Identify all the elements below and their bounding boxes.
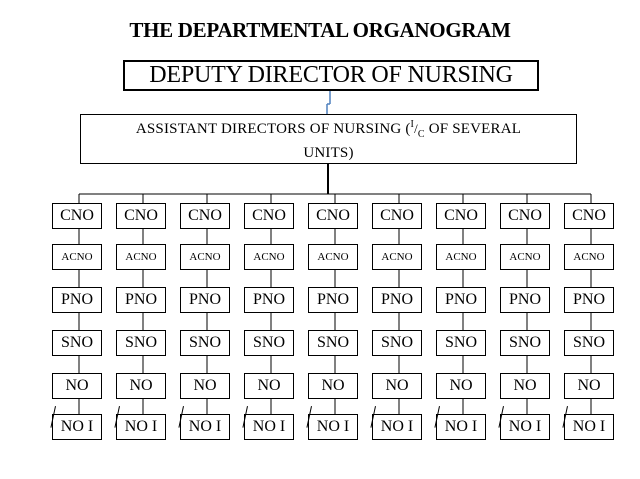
level-label: PNO xyxy=(380,291,413,308)
level-box-no-i xyxy=(308,414,358,440)
assistant-text-after: OF SEVERAL UNITS) xyxy=(303,121,522,161)
level-label: PNO xyxy=(188,291,221,308)
level-box-cno xyxy=(180,203,230,229)
level-label: NO I xyxy=(60,418,94,435)
level-box-sno xyxy=(436,330,486,356)
level-label: PNO xyxy=(508,291,541,308)
level-label: NO I xyxy=(124,418,158,435)
level-box-acno xyxy=(116,244,166,270)
level-box-sno xyxy=(52,330,102,356)
level-label: ACNO xyxy=(445,251,477,263)
level-label: PNO xyxy=(316,291,349,308)
level-label: CNO xyxy=(188,207,222,224)
level-box-sno xyxy=(244,330,294,356)
level-box-pno xyxy=(436,287,486,313)
level-box-no xyxy=(116,373,166,399)
level-label: SNO xyxy=(252,334,285,351)
level-label: SNO xyxy=(572,334,605,351)
level-label: NO I xyxy=(508,418,542,435)
level-label: NO I xyxy=(316,418,350,435)
level-label: PNO xyxy=(60,291,93,308)
level-box-pno xyxy=(308,287,358,313)
level-box-pno xyxy=(500,287,550,313)
level-label: CNO xyxy=(508,207,542,224)
level-label: ACNO xyxy=(253,251,285,263)
level-box-no-i xyxy=(564,414,614,440)
level-label: CNO xyxy=(380,207,414,224)
level-label: ACNO xyxy=(189,251,221,263)
level-label: NO xyxy=(257,377,281,394)
level-box-sno xyxy=(116,330,166,356)
level-box-sno xyxy=(308,330,358,356)
level-box-pno xyxy=(244,287,294,313)
level-box-no xyxy=(564,373,614,399)
assistant-slash: / xyxy=(414,121,418,136)
level-box-acno xyxy=(500,244,550,270)
level-box-no-i xyxy=(180,414,230,440)
level-box-pno xyxy=(52,287,102,313)
level-label: NO xyxy=(385,377,409,394)
level-label: SNO xyxy=(444,334,477,351)
level-box-cno xyxy=(372,203,422,229)
level-box-acno xyxy=(244,244,294,270)
level-box-cno xyxy=(116,203,166,229)
level-box-sno xyxy=(180,330,230,356)
level-label: PNO xyxy=(572,291,605,308)
level-label: SNO xyxy=(316,334,349,351)
level-label: PNO xyxy=(444,291,477,308)
level-label: SNO xyxy=(60,334,93,351)
page-title: THE DEPARTMENTAL ORGANOGRAM xyxy=(129,18,511,42)
level-box-no-i xyxy=(52,414,102,440)
assistant-sup: I xyxy=(410,119,415,130)
level-label: CNO xyxy=(444,207,478,224)
level-label: PNO xyxy=(252,291,285,308)
level-box-cno xyxy=(436,203,486,229)
level-box-acno xyxy=(564,244,614,270)
level-box-cno xyxy=(52,203,102,229)
level-box-no xyxy=(500,373,550,399)
level-label: ACNO xyxy=(509,251,541,263)
level-label: PNO xyxy=(124,291,157,308)
level-box-sno xyxy=(372,330,422,356)
level-label: NO xyxy=(449,377,473,394)
deputy-director-label: DEPUTY DIRECTOR OF NURSING xyxy=(149,62,513,88)
level-box-no xyxy=(52,373,102,399)
level-label: SNO xyxy=(124,334,157,351)
level-label: SNO xyxy=(188,334,221,351)
level-label: NO xyxy=(513,377,537,394)
level-label: NO I xyxy=(380,418,414,435)
level-box-no xyxy=(244,373,294,399)
assistant-sub: C xyxy=(417,129,425,140)
level-label: NO I xyxy=(444,418,478,435)
level-box-acno xyxy=(52,244,102,270)
level-box-no-i xyxy=(372,414,422,440)
level-box-no-i xyxy=(244,414,294,440)
level-label: ACNO xyxy=(61,251,93,263)
level-box-no-i xyxy=(500,414,550,440)
level-label: NO I xyxy=(572,418,606,435)
level-box-no xyxy=(372,373,422,399)
level-box-pno xyxy=(180,287,230,313)
level-box-no xyxy=(308,373,358,399)
level-label: NO I xyxy=(188,418,222,435)
level-label: NO xyxy=(577,377,601,394)
level-label: CNO xyxy=(124,207,158,224)
level-label: CNO xyxy=(572,207,606,224)
level-label: ACNO xyxy=(125,251,157,263)
level-label: NO xyxy=(65,377,89,394)
level-label: ACNO xyxy=(381,251,413,263)
assistant-text-before: ASSISTANT DIRECTORS OF NURSING ( xyxy=(135,121,411,137)
level-box-pno xyxy=(564,287,614,313)
level-box-cno xyxy=(564,203,614,229)
level-label: SNO xyxy=(380,334,413,351)
level-box-pno xyxy=(116,287,166,313)
level-box-acno xyxy=(372,244,422,270)
level-box-no-i xyxy=(436,414,486,440)
level-label: SNO xyxy=(508,334,541,351)
level-box-no xyxy=(180,373,230,399)
level-label: CNO xyxy=(252,207,286,224)
level-box-cno xyxy=(500,203,550,229)
level-label: CNO xyxy=(60,207,94,224)
level-box-no xyxy=(436,373,486,399)
level-box-cno xyxy=(244,203,294,229)
level-label: NO xyxy=(193,377,217,394)
level-label: NO xyxy=(321,377,345,394)
level-box-acno xyxy=(436,244,486,270)
level-box-acno xyxy=(180,244,230,270)
level-label: CNO xyxy=(316,207,350,224)
level-box-sno xyxy=(500,330,550,356)
level-box-pno xyxy=(372,287,422,313)
level-label: NO I xyxy=(252,418,286,435)
level-label: ACNO xyxy=(573,251,605,263)
level-box-no-i xyxy=(116,414,166,440)
level-box-acno xyxy=(308,244,358,270)
level-box-cno xyxy=(308,203,358,229)
level-box-sno xyxy=(564,330,614,356)
level-label: ACNO xyxy=(317,251,349,263)
level-label: NO xyxy=(129,377,153,394)
